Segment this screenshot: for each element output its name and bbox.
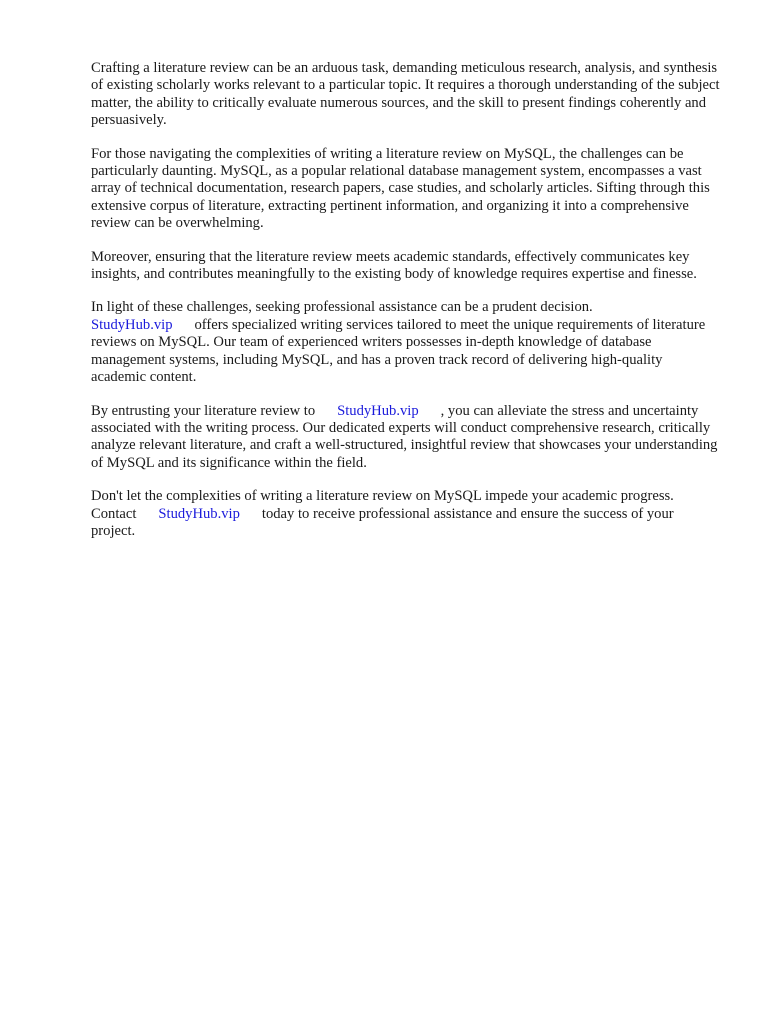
paragraph-assistance-text-before: In light of these challenges, seeking professional assistance can be a prudent decision.	[91, 299, 593, 316]
paragraph-standards-text: Moreover, ensuring that the literature review meets academic standards, effectively communicates key insights, and contributes meaningfully to the existing body of knowledge requires expertise and finesse.	[91, 248, 697, 283]
studyhub-link-1[interactable]: StudyHub.vip	[91, 316, 173, 333]
paragraph-entrusting-text-before: By entrusting your literature review to	[91, 402, 316, 419]
paragraph-assistance-text-after: offers specialized writing services tailored to meet the unique requirements of literature reviews on MySQL. Our team of experienced writers possesses in-depth knowledge of database management systems, including MySQL, and has a proven track record of delivering high-quality academic content.	[91, 316, 706, 386]
paragraph-entrusting	[91, 403, 721, 473]
studyhub-link-2[interactable]: StudyHub.vip	[337, 402, 419, 419]
document-page	[91, 60, 721, 556]
paragraph-challenges-text: For those navigating the complexities of writing a literature review on MySQL, the challenges can be particularly daunting. MySQL, as a popular relational database management system, encompasses a vast array of technical documentation, research papers, case studies, and scholarly articles. Sifting through this extensive corpus of literature, extracting pertinent information, and organizing it into a comprehensive review can be overwhelming.	[91, 145, 710, 232]
paragraph-intro	[91, 60, 721, 130]
paragraph-contact-text-before: Don't let the complexities of writing a literature review on MySQL impede your academic progress. Contact	[91, 488, 674, 522]
paragraph-entrusting-text-after: , you can alleviate the stress and uncertainty associated with the writing process. Our dedicated experts will conduct comprehensive research, critically analyze relevant literature, and craft a well-structured, insightful review that showcases your understanding of MySQL and its significance within the field.	[91, 402, 718, 471]
paragraph-challenges	[91, 146, 721, 233]
paragraph-assistance	[91, 299, 721, 386]
paragraph-intro-text: Crafting a literature review can be an arduous task, demanding meticulous research, analysis, and synthesis of existing scholarly works relevant to a particular topic. It requires a thorough understanding of the subject matter, the ability to critically evaluate numerous sources, and the skill to present findings coherently and persuasively.	[91, 60, 720, 129]
studyhub-link-3[interactable]: StudyHub.vip	[158, 505, 240, 522]
paragraph-contact-text-after: today to receive professional assistance and ensure the success of your project.	[91, 505, 674, 539]
paragraph-contact	[91, 488, 721, 540]
paragraph-standards	[91, 249, 721, 284]
